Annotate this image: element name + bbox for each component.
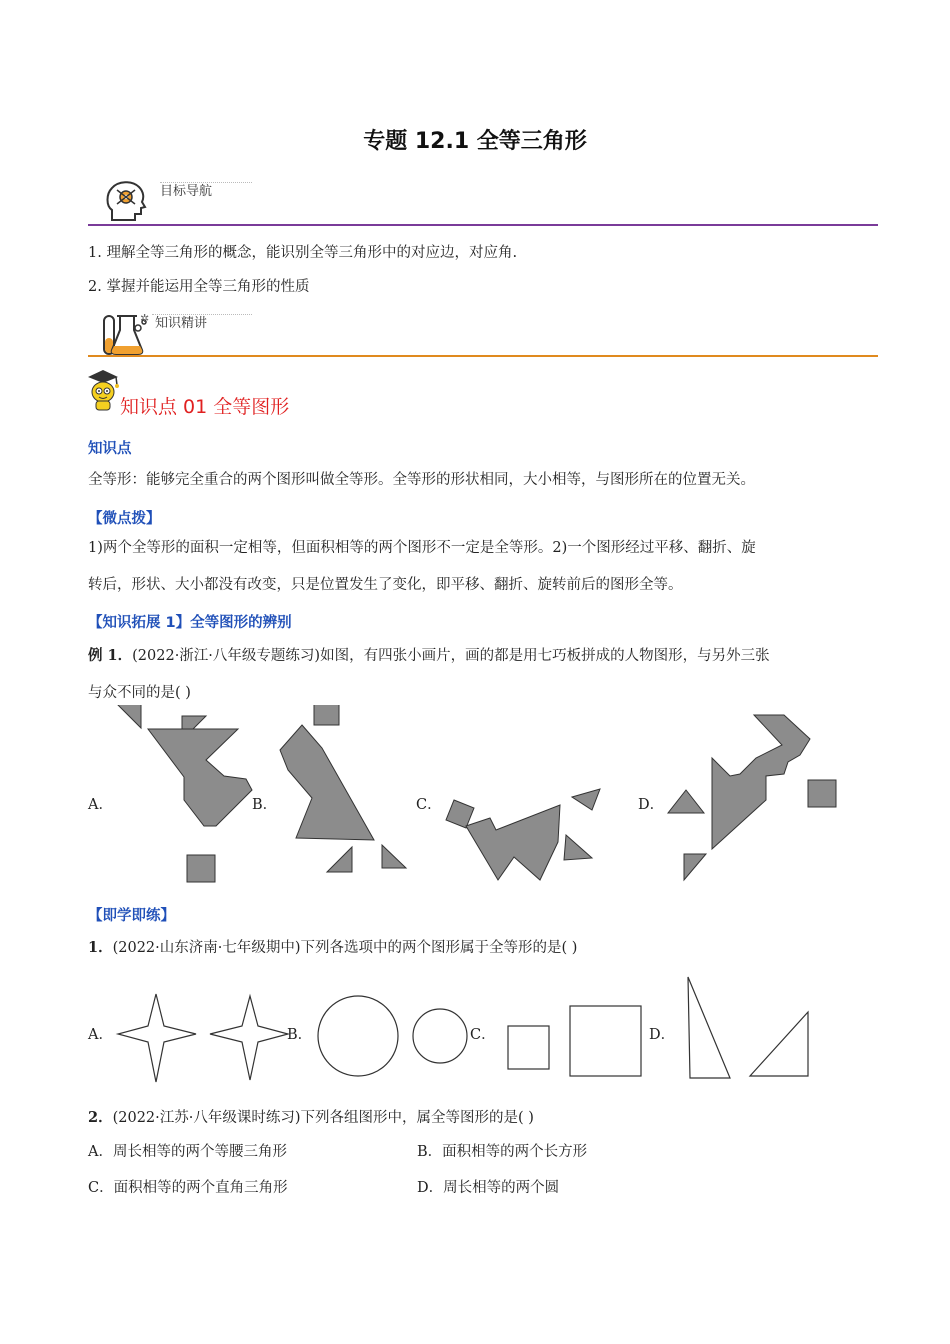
practice-q2-text: (2022·江苏·八年级课时练习)下列各组图形中，属全等图形的是( ): [112, 1110, 534, 1126]
tip-head: 【微点拨】: [88, 511, 161, 527]
example1-number: 例 1．: [88, 647, 133, 664]
tangram-figures: [100, 705, 860, 895]
example1-option-c: C．: [416, 797, 442, 813]
page-title: 专题 12.1 全等三角形: [363, 129, 587, 154]
sparkle-icon: ✲: [140, 312, 150, 325]
practice-q2-option-a: A．周长相等的两个等腰三角形: [88, 1144, 287, 1160]
four-point-star-2: [210, 996, 288, 1080]
goal-item-2: 2. 掌握并能运用全等三角形的性质: [88, 279, 310, 295]
example1-option-d: D．: [638, 797, 665, 813]
practice-q1-number: 1．: [88, 939, 113, 956]
head-gear-icon: [102, 176, 150, 224]
goal-item-1: 1. 理解全等三角形的概念，能识别全等三角形中的对应边，对应角.: [88, 245, 518, 261]
purple-divider: [88, 224, 878, 226]
practice-q1-option-d: D．: [649, 1027, 676, 1043]
right-triangle-1: [688, 977, 730, 1078]
practice-q2-option-c: C．面积相等的两个直角三角形: [88, 1180, 288, 1196]
practice-q1-text: (2022·山东济南·七年级期中)下列各选项中的两个图形属于全等形的是( ): [112, 940, 578, 956]
tangram-figure-c: [446, 789, 600, 880]
practice-q1-option-c: C．: [470, 1027, 496, 1043]
q1-outline-figures: [100, 970, 860, 1090]
right-triangle-2: [750, 1012, 808, 1076]
tip-line-2: 转后，形状、大小都没有改变，只是位置发生了变化，即平移、翻折、旋转前后的图形全等。: [88, 577, 683, 593]
goal-label-underline: [160, 182, 252, 183]
practice-q2-option-d: D．周长相等的两个圆: [417, 1180, 560, 1196]
example1-option-b: B．: [252, 797, 278, 813]
knowledge-section-label: 知识精讲: [155, 316, 208, 331]
practice-q2-option-b: B．面积相等的两个长方形: [417, 1144, 588, 1160]
practice-q1-line: [88, 938, 577, 958]
knowledge-label-underline: [152, 314, 252, 315]
small-square: [508, 1026, 549, 1069]
practice-q2-number: 2．: [88, 1109, 113, 1126]
extension-head: 【知识拓展 1】全等图形的辨别: [88, 615, 292, 631]
knowledge-section-header: [88, 306, 878, 358]
goal-section-header: [88, 172, 878, 228]
four-point-star-1: [118, 994, 196, 1082]
example1-line-2: 与众不同的是( ): [88, 685, 191, 701]
large-circle: [318, 996, 398, 1076]
small-circle: [413, 1009, 467, 1063]
practice-head: 【即学即练】: [88, 908, 175, 924]
tangram-figure-d: [668, 715, 836, 880]
definition-text: 全等形：能够完全重合的两个图形叫做全等形。全等形的形状相同，大小相等，与图形所在的位置无关。: [88, 472, 755, 488]
knowledge-subhead: 知识点: [88, 441, 132, 457]
tangram-figure-a: [116, 705, 252, 882]
practice-q1-option-a: A．: [88, 1027, 113, 1043]
graduate-mascot-icon: [84, 367, 122, 413]
knowledge-point-title: 知识点 01 全等图形: [120, 396, 290, 418]
large-square: [570, 1006, 641, 1076]
example1-line-1: [88, 646, 770, 666]
practice-q2-line: [88, 1108, 534, 1128]
example1-option-a: A．: [88, 797, 113, 813]
orange-divider: [88, 355, 878, 357]
practice-q1-option-b: B．: [287, 1027, 313, 1043]
example1-text: (2022·浙江·八年级专题练习)如图，有四张小画片，画的都是用七巧板拼成的人物图形，与另外三张: [132, 648, 770, 664]
tangram-figure-b: [280, 705, 406, 872]
tip-line-1: 1)两个全等形的面积一定相等，但面积相等的两个图形不一定是全等形。2)一个图形经过平移、翻折、旋: [88, 540, 756, 556]
goal-section-label: 目标导航: [160, 184, 213, 199]
